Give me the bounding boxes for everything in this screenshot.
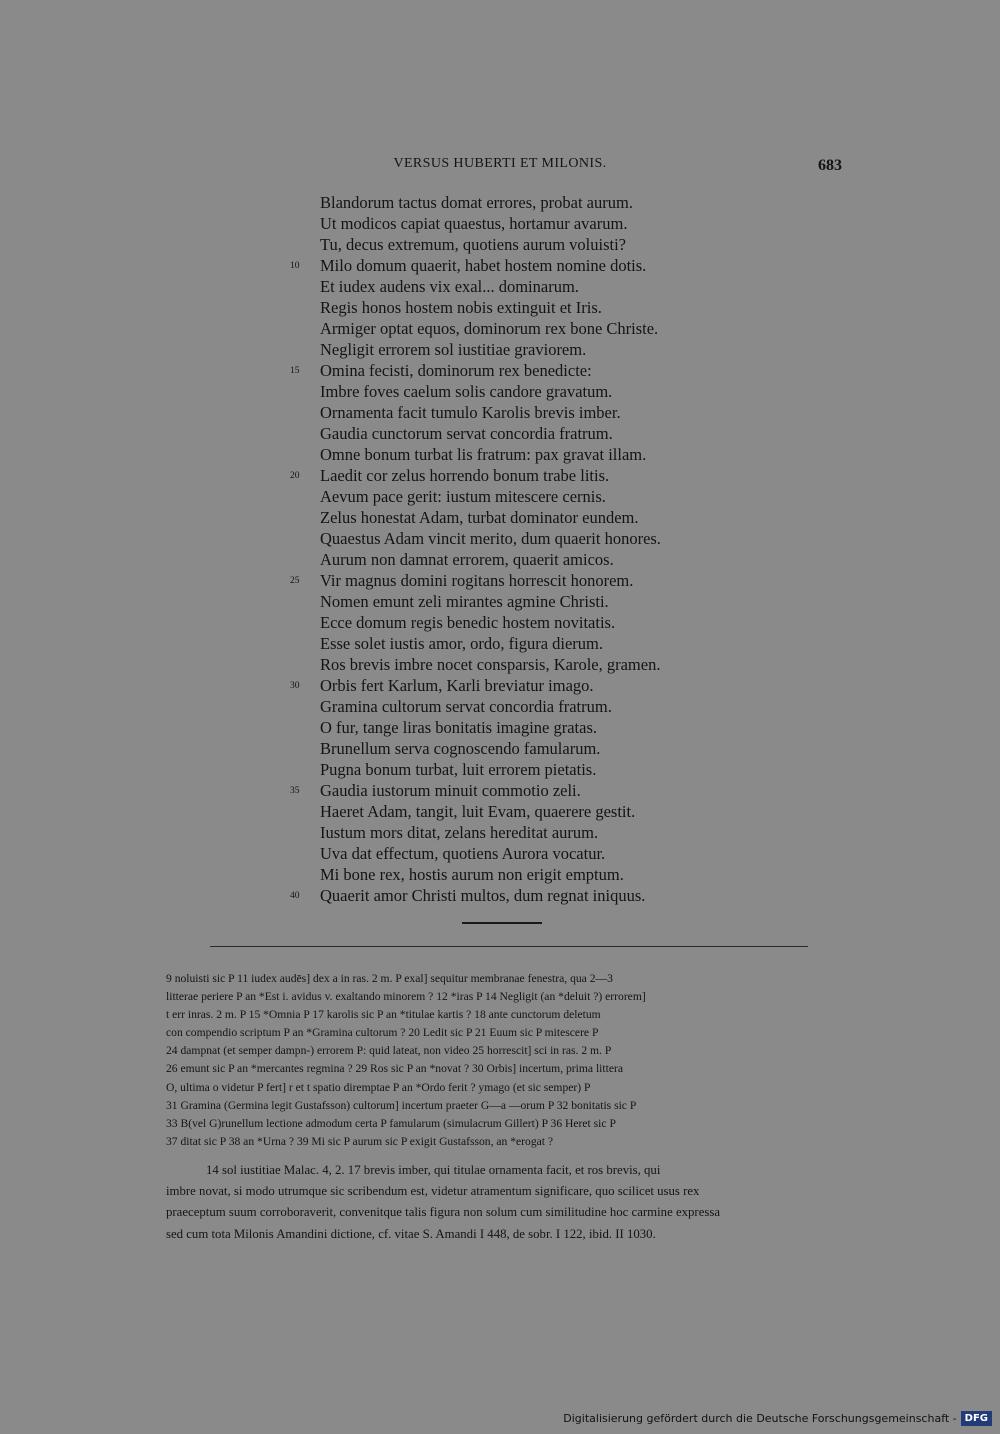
verse-line xyxy=(290,738,760,759)
verse-text: Omne bonum turbat lis fratrum: pax gravat illam. xyxy=(320,445,647,464)
verse-text: Negligit errorem sol iustitiae graviorem. xyxy=(320,340,587,359)
verse-line xyxy=(290,234,760,255)
verse-number: 30 xyxy=(290,681,300,691)
verse-line xyxy=(290,717,760,738)
verse-text: Milo domum quaerit, habet hostem nomine dotis. xyxy=(320,256,647,275)
verse-line xyxy=(290,801,760,822)
apparatus-line: O, ultima o videtur P fert] r et t spatio diremptae P an *Ordo ferit ? ymago (et sic semper) P xyxy=(166,1080,591,1094)
apparatus-line: 9 noluisti sic P 11 iudex audēs] dex a in ras. 2 m. P exal] sequitur membranae fenestra, qua 2—3 xyxy=(166,972,613,985)
apparatus-line: con compendio scriptum P an *Gramina cultorum ? 20 Ledit sic P 21 Euum sic P mitescere P xyxy=(166,1026,599,1040)
note-line: sed cum tota Milonis Amandini dictione, cf. vitae S. Amandi I 448, de sobr. I 122, ibid. II 1030. xyxy=(166,1226,656,1241)
apparatus-rule xyxy=(210,946,808,947)
verse-line xyxy=(290,255,760,276)
dfg-logo: DFG xyxy=(961,1411,992,1426)
verse-text: Regis honos hostem nobis extinguit et Iris. xyxy=(320,298,602,317)
verse-line xyxy=(290,822,760,843)
verse-line xyxy=(290,591,760,612)
verse-text: Vir magnus domini rogitans horrescit honorem. xyxy=(320,571,634,590)
apparatus-line: 33 B(vel G)runellum lectione admodum certa P famularum (simulacrum Gillert) P 36 Heret sic P xyxy=(166,1116,616,1130)
verse-line xyxy=(290,549,760,570)
verse-text: Haeret Adam, tangit, luit Evam, quaerere gestit. xyxy=(320,802,636,821)
apparatus-line: litterae periere P an *Est i. avidus v. exaltando minorem ? 12 *iras P 14 Negligit (an *deluit ?) errorem] xyxy=(166,990,646,1004)
verse-text: Ros brevis imbre nocet consparsis, Karole, gramen. xyxy=(320,655,661,674)
verse-line xyxy=(290,633,760,654)
apparatus-line: 31 Gramina (Germina legit Gustafsson) cultorum] incertum praeter G—a —orum P 32 bonitatis sic P xyxy=(166,1098,637,1112)
verse-text: Et iudex audens vix exal... dominarum. xyxy=(320,277,579,296)
verse-text: Zelus honestat Adam, turbat dominator eundem. xyxy=(320,508,639,527)
verse-text: Pugna bonum turbat, luit errorem pietatis. xyxy=(320,760,597,779)
verse-line xyxy=(290,318,760,339)
verse-line xyxy=(290,444,760,465)
apparatus-line: t err inras. 2 m. P 15 *Omnia P 17 karolis sic P an *titulae kartis ? 18 ante cunctorum deletum xyxy=(166,1008,601,1022)
verse-line xyxy=(290,675,760,696)
verse-text: Iustum mors ditat, zelans hereditat aurum. xyxy=(320,823,599,842)
verse-text: Brunellum serva cognoscendo famularum. xyxy=(320,739,601,758)
credit-text: Digitalisierung gefördert durch die Deutsche Forschungsgemeinschaft - xyxy=(563,1411,957,1425)
verse-text: Laedit cor zelus horrendo bonum trabe litis. xyxy=(320,466,610,485)
verse-line xyxy=(290,780,760,801)
verse-line xyxy=(290,507,760,528)
verse-text: Imbre foves caelum solis candore gravatum. xyxy=(320,382,613,401)
critical-apparatus xyxy=(166,970,838,1151)
verse-line xyxy=(290,213,760,234)
verse-line xyxy=(290,843,760,864)
verse-text: Gramina cultorum servat concordia fratrum. xyxy=(320,697,612,716)
verse-text: Uva dat effectum, quotiens Aurora vocatur. xyxy=(320,844,606,863)
footer-credit xyxy=(563,1408,992,1428)
verse-line xyxy=(290,612,760,633)
verse-line xyxy=(290,759,760,780)
poem-verses xyxy=(290,192,760,906)
verse-text: Mi bone rex, hostis aurum non erigit emptum. xyxy=(320,865,624,884)
verse-text: Tu, decus extremum, quotiens aurum voluisti? xyxy=(320,235,626,254)
verse-text: Ut modicos capiat quaestus, hortamur avarum. xyxy=(320,214,628,233)
verse-line xyxy=(290,570,760,591)
verse-line xyxy=(290,192,760,213)
verse-text: Aevum pace gerit: iustum mitescere cernis. xyxy=(320,487,606,506)
verse-text: Esse solet iustis amor, ordo, figura dierum. xyxy=(320,634,603,653)
verse-line xyxy=(290,528,760,549)
verse-line xyxy=(290,402,760,423)
verse-line xyxy=(290,465,760,486)
verse-line xyxy=(290,486,760,507)
verse-text: Ornamenta facit tumulo Karolis brevis imber. xyxy=(320,403,621,422)
apparatus-line: 24 dampnat (et semper dampn-) errorem P: quid lateat, non video 25 horrescit] sci in ras. 2 m. P xyxy=(166,1044,612,1058)
verse-text: Omina fecisti, dominorum rex benedicte: xyxy=(320,361,592,380)
verse-number: 15 xyxy=(290,366,300,376)
section-divider xyxy=(462,922,542,924)
verse-text: Orbis fert Karlum, Karli breviatur imago. xyxy=(320,676,594,695)
note-line: 14 sol iustitiae Malac. 4, 2. 17 brevis imber, qui titulae ornamenta facit, et ros brevis, qui xyxy=(206,1163,661,1177)
verse-line xyxy=(290,381,760,402)
verse-number: 35 xyxy=(290,786,300,796)
verse-number: 10 xyxy=(290,261,300,271)
verse-text: Gaudia cunctorum servat concordia fratrum. xyxy=(320,424,613,443)
verse-line xyxy=(290,423,760,444)
verse-number: 20 xyxy=(290,471,300,481)
note-line: praeceptum suum corroboraverit, convenitque talis figura non solum cum similitudine hoc carmine expressa xyxy=(166,1205,721,1220)
verse-text: Armiger optat equos, dominorum rex bone Christe. xyxy=(320,319,659,338)
verse-line xyxy=(290,276,760,297)
note-line: imbre novat, si modo utrumque sic scribendum est, videtur atramentum significare, quo scilicet usus rex xyxy=(166,1184,700,1199)
verse-text: Aurum non damnat errorem, quaerit amicos. xyxy=(320,550,614,569)
page-number: 683 xyxy=(818,157,842,174)
verse-line xyxy=(290,654,760,675)
commentary-notes xyxy=(166,1160,838,1245)
verse-text: Gaudia iustorum minuit commotio zeli. xyxy=(320,781,581,800)
verse-text: Nomen emunt zeli mirantes agmine Christi. xyxy=(320,592,609,611)
verse-text: Quaerit amor Christi multos, dum regnat iniquus. xyxy=(320,886,646,905)
verse-line xyxy=(290,339,760,360)
verse-line xyxy=(290,696,760,717)
verse-text: Blandorum tactus domat errores, probat aurum. xyxy=(320,193,633,212)
verse-number: 25 xyxy=(290,576,300,586)
verse-line xyxy=(290,864,760,885)
verse-text: Ecce domum regis benedic hostem novitatis. xyxy=(320,613,616,632)
verse-line xyxy=(290,885,760,906)
verse-text: O fur, tange liras bonitatis imagine gratas. xyxy=(320,718,598,737)
verse-number: 40 xyxy=(290,891,300,901)
running-header: VERSUS HUBERTI ET MILONIS. xyxy=(393,156,607,171)
verse-text: Quaestus Adam vincit merito, dum quaerit honores. xyxy=(320,529,661,548)
verse-line xyxy=(290,360,760,381)
apparatus-line: 26 emunt sic P an *mercantes regmina ? 29 Ros sic P an *novat ? 30 Orbis] incertum, prima littera xyxy=(166,1062,623,1076)
verse-line xyxy=(290,297,760,318)
apparatus-line: 37 ditat sic P 38 an *Urna ? 39 Mi sic P aurum sic P exigit Gustafsson, an *erogat ? xyxy=(166,1134,554,1148)
